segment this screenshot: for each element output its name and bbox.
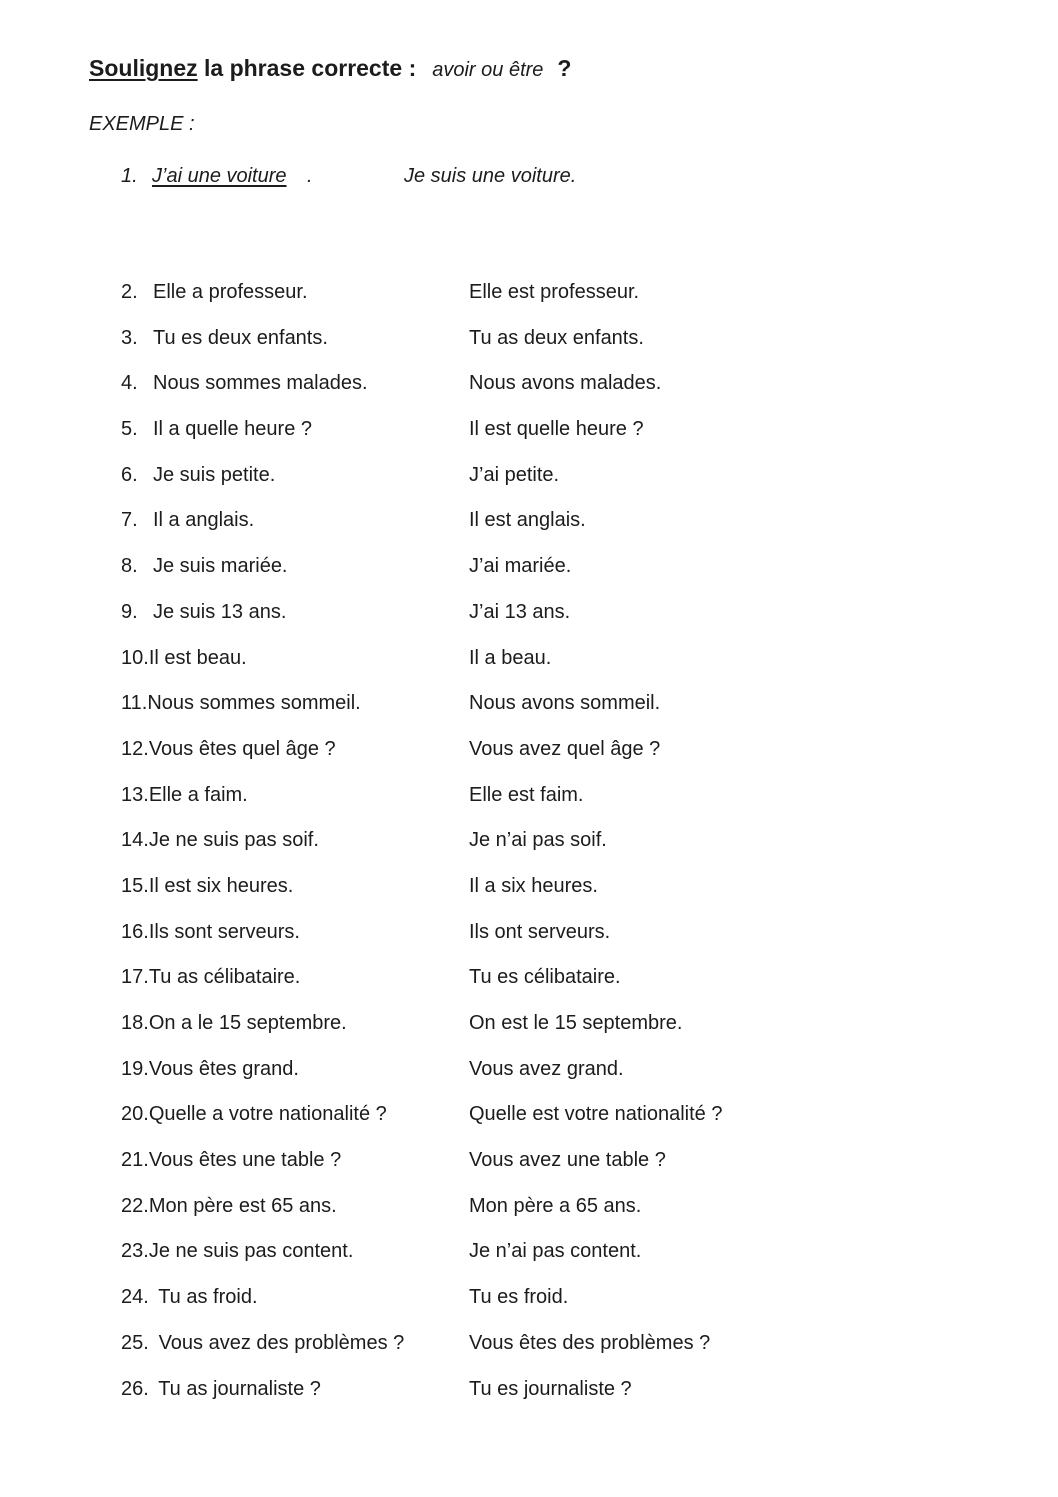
exercise-number: 9. <box>121 600 138 623</box>
sentence-option-b[interactable]: Tu es célibataire. <box>469 966 621 989</box>
exercise-number: 22. <box>121 1194 149 1217</box>
sentence-option-b[interactable]: J’ai petite. <box>469 463 560 486</box>
exercise-number: 20. <box>121 1103 149 1126</box>
exercise-number: 11. <box>121 692 148 715</box>
sentence-option-a-text: Il a quelle heure ? <box>153 418 313 441</box>
exercise-row <box>121 872 941 918</box>
sentence-option-a-text: Quelle a votre nationalité ? <box>148 1103 387 1126</box>
exercise-number: 15. <box>121 874 149 897</box>
sentence-option-b[interactable]: Il a six heures. <box>469 874 598 897</box>
sentence-option-a[interactable] <box>121 781 248 809</box>
title-question-mark: ? <box>557 55 572 81</box>
sentence-option-a[interactable] <box>121 872 293 900</box>
sentence-option-a[interactable] <box>121 1329 404 1357</box>
exercise-row <box>121 735 941 781</box>
sentence-option-a-text: Vous êtes grand. <box>148 1057 299 1080</box>
exercise-number: 18. <box>121 1012 149 1034</box>
sentence-option-a-text: Il est six heures. <box>148 874 294 897</box>
sentence-option-a-text: Je ne suis pas soif. <box>148 829 319 852</box>
exercise-number: 3. <box>121 326 138 349</box>
exercise-number: 12. <box>121 737 149 760</box>
sentence-option-a-text: Je suis mariée. <box>153 555 288 578</box>
sentence-option-a-text: Elle a faim. <box>148 783 248 806</box>
sentence-option-a-text: Je ne suis pas content. <box>148 1240 354 1263</box>
worksheet-title <box>89 52 571 86</box>
sentence-option-b[interactable]: Nous avons malades. <box>469 372 662 395</box>
title-underlined-word: Soulignez <box>89 55 198 81</box>
sentence-option-a[interactable] <box>121 1100 387 1128</box>
exercise-number: 10. <box>121 646 149 669</box>
exercise-row <box>121 1329 941 1375</box>
exercise-number: 2. <box>121 281 138 303</box>
exercise-row <box>121 1100 941 1146</box>
exercise-number: 7. <box>121 509 138 532</box>
sentence-option-b[interactable]: J’ai mariée. <box>469 555 572 578</box>
exercise-number: 13. <box>121 783 149 806</box>
exercise-row <box>121 1009 941 1055</box>
sentence-option-a[interactable] <box>121 461 275 489</box>
example-row <box>121 162 821 190</box>
sentence-option-a-text: Tu as journaliste ? <box>158 1377 321 1400</box>
sentence-option-a-text: Je suis petite. <box>153 463 276 486</box>
example-label: EXEMPLE : <box>89 113 195 135</box>
sentence-option-a[interactable] <box>121 1237 353 1265</box>
example-incorrect-sentence: Je suis une voiture. <box>404 165 577 187</box>
sentence-option-a[interactable] <box>121 415 312 443</box>
sentence-option-b[interactable]: On est le 15 septembre. <box>469 1012 683 1034</box>
sentence-option-a-text: Ils sont serveurs. <box>148 920 300 943</box>
sentence-option-a[interactable] <box>121 1009 347 1037</box>
sentence-option-b[interactable]: Vous avez quel âge ? <box>469 737 661 760</box>
sentence-option-a-text: Tu as célibataire. <box>148 966 301 989</box>
sentence-option-a[interactable] <box>121 826 319 854</box>
exercise-number: 23. <box>121 1240 149 1263</box>
exercise-row <box>121 918 941 964</box>
sentence-option-a[interactable] <box>121 1146 341 1174</box>
example-correct-sentence <box>152 162 287 190</box>
sentence-option-a-text: Tu es deux enfants. <box>153 326 328 349</box>
sentence-option-a-text: Vous avez des problèmes ? <box>158 1331 405 1354</box>
sentence-option-a-text: On a le 15 septembre. <box>148 1012 347 1034</box>
sentence-option-a[interactable] <box>121 735 336 763</box>
sentence-option-b[interactable]: Tu as deux enfants. <box>469 326 644 349</box>
exercise-number: 24. <box>121 1286 149 1309</box>
sentence-option-a[interactable] <box>121 644 247 672</box>
example-number: 1. <box>121 165 138 187</box>
sentence-option-a[interactable] <box>121 278 308 306</box>
sentence-option-a[interactable] <box>121 689 361 717</box>
sentence-option-a[interactable] <box>121 598 286 626</box>
exercise-row <box>121 644 941 690</box>
sentence-option-a[interactable] <box>121 918 300 946</box>
sentence-option-a-text: Nous sommes sommeil. <box>147 692 361 715</box>
exercise-number: 4. <box>121 372 138 395</box>
exercise-row <box>121 506 941 552</box>
exercise-row <box>121 1146 941 1192</box>
exercise-row <box>121 415 941 461</box>
exercise-row <box>121 278 941 324</box>
exercise-row <box>121 1055 941 1101</box>
sentence-option-a[interactable] <box>121 1283 258 1311</box>
sentence-option-b[interactable]: Il est anglais. <box>469 509 586 532</box>
exercise-number: 19. <box>121 1057 149 1080</box>
exercise-number: 25. <box>121 1331 149 1354</box>
sentence-option-b[interactable]: Tu es journaliste ? <box>469 1377 632 1400</box>
sentence-option-b[interactable]: Elle est professeur. <box>469 281 640 303</box>
sentence-option-b[interactable]: Ils ont serveurs. <box>469 920 611 943</box>
exercise-row <box>121 369 941 415</box>
exercise-number: 14. <box>121 829 149 852</box>
sentence-option-b[interactable]: Elle est faim. <box>469 783 584 806</box>
sentence-option-a[interactable] <box>121 324 328 352</box>
exercise-row <box>121 826 941 872</box>
example-correct-period: . <box>307 165 313 187</box>
sentence-option-a-text: Mon père est 65 ans. <box>148 1194 337 1217</box>
sentence-option-b[interactable]: Tu es froid. <box>469 1286 569 1309</box>
exercise-number: 8. <box>121 555 138 578</box>
exercise-number: 6. <box>121 463 138 486</box>
sentence-option-a-text: Je suis 13 ans. <box>153 600 287 623</box>
sentence-option-b[interactable]: Je n’ai pas content. <box>469 1240 642 1263</box>
sentence-option-a-text: Nous sommes malades. <box>153 372 368 395</box>
exercise-row <box>121 963 941 1009</box>
sentence-option-a-text: Vous êtes quel âge ? <box>148 737 336 760</box>
sentence-option-b[interactable]: Vous avez grand. <box>469 1057 624 1080</box>
sentence-option-b[interactable]: Il est quelle heure ? <box>469 418 644 441</box>
title-rest: la phrase correcte : <box>197 55 417 81</box>
exercise-row <box>121 461 941 507</box>
exercise-row <box>121 781 941 827</box>
sentence-option-b[interactable]: Vous avez une table ? <box>469 1149 666 1172</box>
exercise-number: 21. <box>121 1149 149 1172</box>
sentence-option-b[interactable]: Il a beau. <box>469 646 552 669</box>
sentence-option-b[interactable]: Mon père a 65 ans. <box>469 1194 642 1217</box>
exercise-row <box>121 552 941 598</box>
exercise-row <box>121 1192 941 1238</box>
sentence-option-b[interactable]: Nous avons sommeil. <box>469 692 661 715</box>
exercise-row <box>121 1375 941 1421</box>
sentence-option-a-text: Tu as froid. <box>158 1286 258 1309</box>
sentence-option-b[interactable]: Je n’ai pas soif. <box>469 829 607 852</box>
sentence-option-b[interactable]: J’ai 13 ans. <box>469 600 571 623</box>
exercise-row <box>121 598 941 644</box>
title-subtitle: avoir ou être <box>432 59 544 81</box>
sentence-option-b[interactable]: Quelle est votre nationalité ? <box>469 1103 723 1126</box>
exercise-row <box>121 1237 941 1283</box>
sentence-option-a[interactable] <box>121 1192 337 1220</box>
exercise-row <box>121 1283 941 1329</box>
sentence-option-a[interactable] <box>121 1375 321 1403</box>
exercise-number: 17. <box>121 966 149 989</box>
exercise-number: 26. <box>121 1377 149 1400</box>
exercise-row <box>121 689 941 735</box>
sentence-option-a-text: Elle a professeur. <box>153 281 308 303</box>
sentence-option-a[interactable] <box>121 506 254 534</box>
sentence-option-a[interactable] <box>121 963 300 991</box>
sentence-option-a-text: Vous êtes une table ? <box>148 1149 342 1172</box>
sentence-option-b[interactable]: Vous êtes des problèmes ? <box>469 1331 711 1354</box>
sentence-option-a[interactable] <box>121 552 288 580</box>
sentence-option-a-text: Il a anglais. <box>153 509 255 532</box>
exercise-list <box>121 278 941 1420</box>
exercise-number: 5. <box>121 418 138 441</box>
sentence-option-a[interactable] <box>121 369 368 397</box>
example-correct-text: J’ai une voiture <box>152 165 287 187</box>
exercise-number: 16. <box>121 920 149 943</box>
sentence-option-a[interactable] <box>121 1055 299 1083</box>
sentence-option-a-text: Il est beau. <box>148 646 247 669</box>
exercise-row <box>121 324 941 370</box>
